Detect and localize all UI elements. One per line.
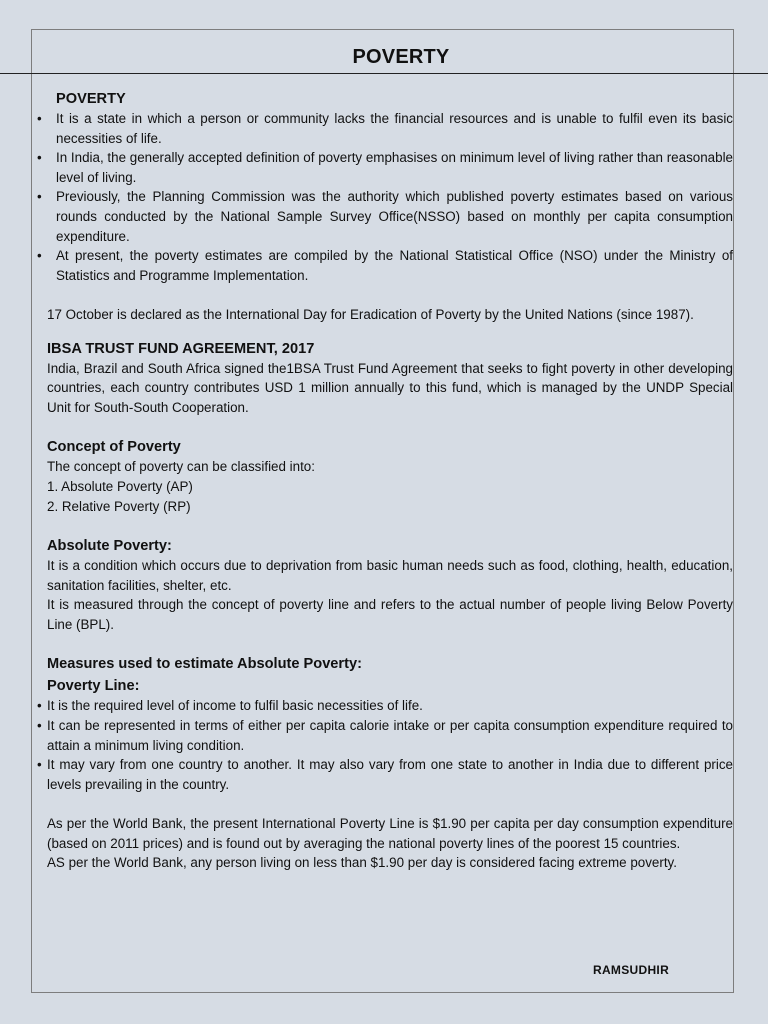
section-heading-ibsa: IBSA TRUST FUND AGREEMENT, 2017 <box>47 340 315 357</box>
list-item: • It can be represented in terms of either per capita calorie intake or per capita consumption expenditure required to attain a minimum living condition. <box>47 716 733 755</box>
list-item: • It is a state in which a person or community lacks the financial resources and is unable to fulfil even its basic necessities of life. <box>47 109 733 148</box>
subheading-poverty-line: Poverty Line: <box>47 678 140 695</box>
concept-intro: The concept of poverty can be classified into: <box>47 459 315 475</box>
poverty-bullet-list <box>47 109 733 285</box>
spacer <box>47 325 733 339</box>
section-heading-concept: Concept of Poverty <box>47 439 181 456</box>
document-body <box>47 89 733 873</box>
spacer <box>47 634 733 654</box>
absolute-paragraph-1: It is a condition which occurs due to deprivation from basic human needs such as food, clothing, health, education, sanitation facilities, shelter, etc. <box>47 558 733 593</box>
section-heading-poverty: POVERTY <box>56 91 126 107</box>
world-bank-paragraph-1: As per the World Bank, the present International Poverty Line is $1.90 per capita per day consumption expenditure (based on 2011 prices) and is found out by averaging the national poverty lines of the poorest 15 countries. <box>47 816 733 851</box>
concept-item-absolute: 1. Absolute Poverty (AP) <box>47 478 193 494</box>
spacer <box>47 285 733 305</box>
list-item: • It is the required level of income to fulfil basic necessities of life. <box>47 696 733 716</box>
spacer <box>47 794 733 814</box>
spacer <box>47 417 733 437</box>
list-item: • Previously, the Planning Commission was the authority which published poverty estimates based on various rounds conducted by the National Sample Survey Office(NSSO) based on monthly per capita consumption expenditure. <box>47 187 733 246</box>
list-item: • In India, the generally accepted definition of poverty emphasises on minimum level of living rather than reasonable level of living. <box>47 148 733 187</box>
spacer <box>47 516 733 536</box>
world-bank-paragraph-2: AS per the World Bank, any person living on less than $1.90 per day is considered facing extreme poverty. <box>47 855 677 871</box>
ibsa-paragraph: India, Brazil and South Africa signed the1BSA Trust Fund Agreement that seeks to fight poverty in other developing countries, each country contributes USD 1 million annually to this fund, which is managed by the UNDP Special Unit for South-South Cooperation. <box>47 360 733 415</box>
list-item: • It may vary from one country to another. It may also vary from one state to another in India due to different price levels prevailing in the country. <box>47 755 733 794</box>
title-underline <box>0 73 768 74</box>
concept-item-relative: 2. Relative Poverty (RP) <box>47 498 191 514</box>
absolute-paragraph-2: It is measured through the concept of poverty line and refers to the actual number of people living Below Poverty Line (BPL). <box>47 597 733 632</box>
section-heading-absolute: Absolute Poverty: <box>47 538 172 555</box>
page-title: POVERTY <box>352 46 450 68</box>
section-heading-measures: Measures used to estimate Absolute Poverty: <box>47 656 362 673</box>
list-item: • At present, the poverty estimates are compiled by the National Statistical Office (NSO) under the Ministry of Statistics and Programme Implementation. <box>47 246 733 285</box>
poverty-line-bullet-list <box>47 696 733 794</box>
international-day-note: 17 October is declared as the International Day for Eradication of Poverty by the United Nations (since 1987). <box>47 306 694 322</box>
author-name: RAMSUDHIR <box>593 963 670 977</box>
